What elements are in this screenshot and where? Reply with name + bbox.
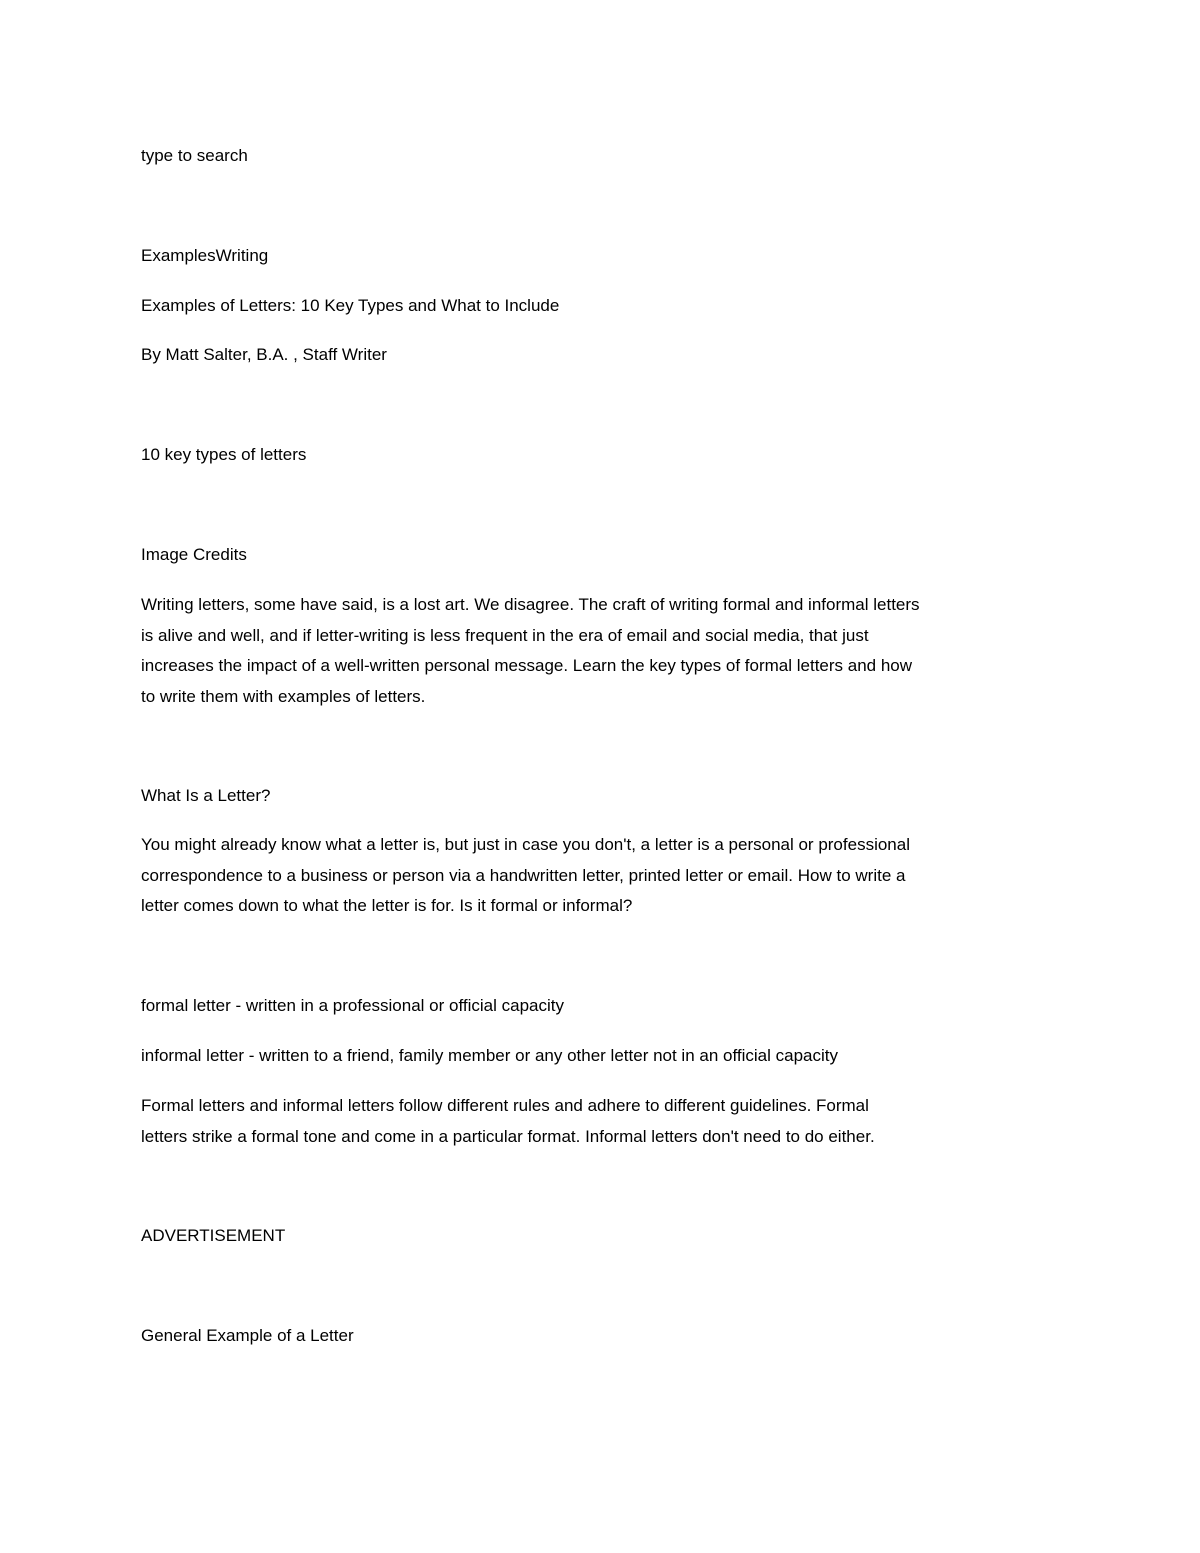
formal-letter-definition: formal letter - written in a professional or official capacity bbox=[141, 996, 564, 1015]
paragraph-line: to write them with examples of letters. bbox=[141, 686, 426, 706]
image-caption: 10 key types of letters bbox=[141, 445, 307, 464]
page-title: Examples of Letters: 10 Key Types and What to Include bbox=[141, 296, 560, 315]
byline: By Matt Salter, B.A. , Staff Writer bbox=[141, 345, 387, 364]
paragraph-line: You might already know what a letter is, but just in case you don't, a letter is a personal or professional bbox=[141, 835, 910, 854]
intro-paragraph bbox=[141, 590, 1051, 712]
breadcrumb[interactable]: ExamplesWriting bbox=[141, 246, 269, 265]
paragraph-line: letters strike a formal tone and come in a particular format. Informal letters don't need to do either. bbox=[141, 1126, 875, 1146]
section-heading-what-is-a-letter: What Is a Letter? bbox=[141, 786, 271, 805]
section-heading-general-example: General Example of a Letter bbox=[141, 1326, 354, 1345]
advertisement-label: ADVERTISEMENT bbox=[141, 1226, 286, 1245]
paragraph-line: increases the impact of a well-written personal message. Learn the key types of formal letters and how bbox=[141, 656, 913, 675]
search-prompt[interactable]: type to search bbox=[141, 146, 248, 165]
paragraph-line: is alive and well, and if letter-writing is less frequent in the era of email and social media, that just bbox=[141, 625, 869, 645]
paragraph-line: Formal letters and informal letters follow different rules and adhere to different guidelines. Formal bbox=[141, 1096, 869, 1115]
paragraph-line: Writing letters, some have said, is a lost art. We disagree. The craft of writing formal and informal letters bbox=[141, 595, 920, 614]
image-credits-link[interactable]: Image Credits bbox=[141, 545, 247, 564]
guidelines-paragraph bbox=[141, 1091, 1051, 1152]
informal-letter-definition: informal letter - written to a friend, family member or any other letter not in an official capacity bbox=[141, 1046, 838, 1065]
paragraph-line: correspondence to a business or person via a handwritten letter, printed letter or email. How to write a bbox=[141, 865, 906, 885]
paragraph-line: letter comes down to what the letter is for. Is it formal or informal? bbox=[141, 896, 633, 915]
definition-paragraph bbox=[141, 830, 1051, 922]
